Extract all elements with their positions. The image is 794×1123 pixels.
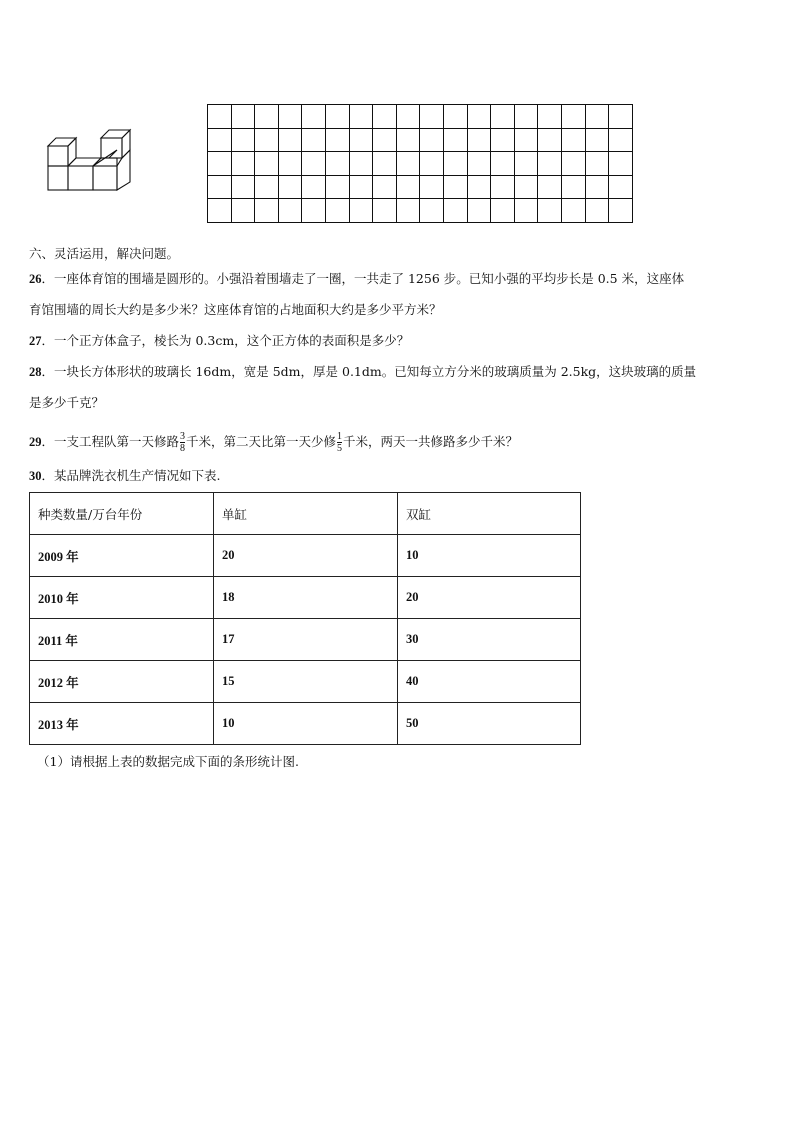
table-cell: 20 xyxy=(398,577,581,619)
question-26-number: 26 xyxy=(29,272,42,286)
table-row xyxy=(30,703,581,745)
question-29-text-3: 千米，两天一共修路多少千米？ xyxy=(343,434,519,449)
cube-stack-figure xyxy=(44,126,136,194)
grid-cell xyxy=(255,105,279,129)
table-header-cell: 双缸 xyxy=(398,493,581,535)
question-28-line-2: 是多少千克？ xyxy=(29,395,105,410)
grid-cell xyxy=(443,175,467,199)
grid-row xyxy=(208,105,633,129)
grid-cell xyxy=(396,105,420,129)
grid-cell xyxy=(349,175,373,199)
grid-cell xyxy=(255,152,279,176)
grid-cell xyxy=(349,128,373,152)
grid-cell xyxy=(373,175,397,199)
fraction-denominator: 5 xyxy=(337,443,343,454)
grid-cell xyxy=(325,175,349,199)
grid-cell xyxy=(538,128,562,152)
grid-cell xyxy=(514,175,538,199)
grid-row xyxy=(208,175,633,199)
grid-cell xyxy=(514,128,538,152)
grid-cell xyxy=(585,152,609,176)
grid-cell xyxy=(538,199,562,223)
grid-cell xyxy=(609,105,633,129)
table-row xyxy=(30,535,581,577)
grid-cell xyxy=(561,105,585,129)
grid-cell xyxy=(208,199,232,223)
question-29-number: 29 xyxy=(29,435,42,449)
grid-cell xyxy=(325,105,349,129)
grid-cell xyxy=(609,199,633,223)
grid-cell xyxy=(325,199,349,223)
grid-cell xyxy=(491,199,515,223)
grid-cell xyxy=(208,152,232,176)
question-30 xyxy=(29,467,220,485)
grid-cell xyxy=(420,128,444,152)
grid-cell xyxy=(302,152,326,176)
grid-cell xyxy=(420,152,444,176)
table-cell-year: 2013 年 xyxy=(30,703,214,745)
table-cell: 20 xyxy=(214,535,398,577)
grid-cell xyxy=(538,105,562,129)
grid-cell xyxy=(514,105,538,129)
grid-cell xyxy=(491,105,515,129)
fraction-one-fifth xyxy=(337,431,342,454)
grid-cell xyxy=(585,199,609,223)
grid-cell xyxy=(349,105,373,129)
question-28-line-1 xyxy=(29,363,696,381)
grid-cell xyxy=(467,175,491,199)
table-header-row xyxy=(30,493,581,535)
grid-cell xyxy=(373,128,397,152)
grid-cell xyxy=(208,105,232,129)
grid-cell xyxy=(208,128,232,152)
grid-cell xyxy=(561,175,585,199)
grid-cell xyxy=(231,175,255,199)
grid-cell xyxy=(443,105,467,129)
grid-cell xyxy=(302,175,326,199)
grid-cell xyxy=(373,105,397,129)
table-row xyxy=(30,577,581,619)
grid-cell xyxy=(278,152,302,176)
grid-cell xyxy=(278,105,302,129)
grid-cell xyxy=(514,152,538,176)
grid-cell xyxy=(491,128,515,152)
table-cell: 10 xyxy=(398,535,581,577)
grid-cell xyxy=(278,128,302,152)
grid-cell xyxy=(278,175,302,199)
table-cell: 18 xyxy=(214,577,398,619)
table-cell-year: 2011 年 xyxy=(30,619,214,661)
grid-row xyxy=(208,152,633,176)
grid-cell xyxy=(561,199,585,223)
grid-cell xyxy=(373,199,397,223)
question-30-text: ．某品牌洗衣机生产情况如下表. xyxy=(41,468,221,483)
table-row xyxy=(30,619,581,661)
question-26-line-1 xyxy=(29,270,684,288)
grid-row xyxy=(208,199,633,223)
grid-cell xyxy=(443,128,467,152)
question-26-line-2: 育馆围墙的周长大约是多少米？这座体育馆的占地面积大约是多少平方米？ xyxy=(29,302,442,317)
fraction-numerator: 3 xyxy=(180,431,186,442)
question-26-text-1: ．一座体育馆的围墙是圆形的。小强沿着围墙走了一圈，一共走了 1256 步。已知小强的平均步长是 0.5 米，这座体 xyxy=(41,271,685,286)
grid-cell xyxy=(325,152,349,176)
grid-cell xyxy=(255,199,279,223)
grid-cell xyxy=(609,175,633,199)
grid-cell xyxy=(231,152,255,176)
table-cell: 30 xyxy=(398,619,581,661)
question-27-number: 27 xyxy=(29,334,42,348)
grid-cell xyxy=(538,152,562,176)
table-row xyxy=(30,661,581,703)
grid-cell xyxy=(585,128,609,152)
grid-cell xyxy=(349,152,373,176)
question-29-text-2: 千米，第二天比第一天少修 xyxy=(186,434,337,449)
grid-cell xyxy=(585,175,609,199)
grid-cell xyxy=(491,152,515,176)
grid-cell xyxy=(420,175,444,199)
table-cell: 40 xyxy=(398,661,581,703)
grid-cell xyxy=(396,199,420,223)
grid-cell xyxy=(420,105,444,129)
grid-cell xyxy=(467,105,491,129)
grid-cell xyxy=(396,175,420,199)
table-cell: 15 xyxy=(214,661,398,703)
grid-cell xyxy=(443,199,467,223)
question-27 xyxy=(29,332,409,350)
question-28-text-1: ．一块长方体形状的玻璃长 16dm，宽是 5dm，厚是 0.1dm。已知每立方分米的玻璃质量为 2.5kg，这块玻璃的质量 xyxy=(41,364,697,379)
grid-cell xyxy=(467,128,491,152)
grid-cell xyxy=(396,152,420,176)
grid-cell xyxy=(278,199,302,223)
fraction-three-eighths xyxy=(180,431,185,454)
grid-cell xyxy=(514,199,538,223)
grid-cell xyxy=(373,152,397,176)
table-cell-year: 2012 年 xyxy=(30,661,214,703)
grid-cell xyxy=(325,128,349,152)
table-cell: 10 xyxy=(214,703,398,745)
table-cell-year: 2010 年 xyxy=(30,577,214,619)
question-29 xyxy=(29,429,518,455)
table-header-cell: 单缸 xyxy=(214,493,398,535)
grid-row xyxy=(208,128,633,152)
grid-cell xyxy=(208,175,232,199)
sub-question-1: （1）请根据上表的数据完成下面的条形统计图. xyxy=(37,754,299,769)
question-27-text: ．一个正方体盒子，棱长为 0.3cm，这个正方体的表面积是多少？ xyxy=(41,333,410,348)
grid-cell xyxy=(231,105,255,129)
table-cell-year: 2009 年 xyxy=(30,535,214,577)
question-28-number: 28 xyxy=(29,365,42,379)
grid-cell xyxy=(396,128,420,152)
square-grid xyxy=(207,104,633,223)
fraction-denominator: 8 xyxy=(180,443,186,454)
grid-cell xyxy=(255,128,279,152)
grid-cell xyxy=(609,152,633,176)
production-table xyxy=(29,492,581,745)
question-29-text-1: ．一支工程队第一天修路 xyxy=(41,434,180,449)
grid-cell xyxy=(349,199,373,223)
fraction-numerator: 1 xyxy=(337,431,343,442)
grid-cell xyxy=(585,105,609,129)
question-30-number: 30 xyxy=(29,469,42,483)
section-heading: 六、灵活运用，解决问题。 xyxy=(29,246,180,261)
grid-cell xyxy=(255,175,279,199)
grid-cell xyxy=(561,152,585,176)
grid-cell xyxy=(467,199,491,223)
grid-cell xyxy=(231,128,255,152)
grid-cell xyxy=(491,175,515,199)
grid-cell xyxy=(443,152,467,176)
table-header-cell: 种类数量/万台年份 xyxy=(30,493,214,535)
table-cell: 17 xyxy=(214,619,398,661)
grid-cell xyxy=(538,175,562,199)
table-cell: 50 xyxy=(398,703,581,745)
grid-cell xyxy=(609,128,633,152)
grid-cell xyxy=(467,152,491,176)
grid-cell xyxy=(302,128,326,152)
grid-cell xyxy=(561,128,585,152)
grid-cell xyxy=(302,199,326,223)
grid-cell xyxy=(420,199,444,223)
grid-cell xyxy=(302,105,326,129)
grid-cell xyxy=(231,199,255,223)
